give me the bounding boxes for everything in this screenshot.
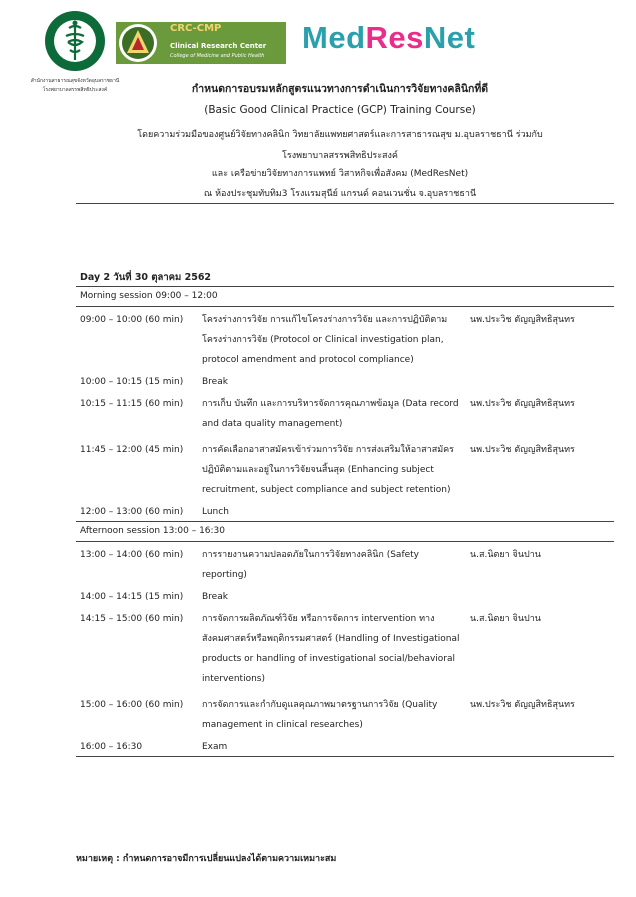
row-topic: การจัดการผลิตภัณฑ์วิจัย หรือการจัดการ intervention ทางสังคมศาสตร์หรือพฤติกรรมศาสตร์ (Handling of Investigational products or handling of investigational social/behavioral interventions) <box>202 614 460 684</box>
schedule-row <box>76 503 614 522</box>
crc-emblem-icon <box>118 23 158 63</box>
schedule-row <box>76 692 614 738</box>
header-divider <box>76 203 614 204</box>
schedule-table <box>76 286 614 757</box>
schedule-row <box>76 606 614 692</box>
moph-caption-2: โรงพยาบาลสรรพสิทธิประสงค์ <box>42 87 108 93</box>
row-speaker <box>466 738 614 757</box>
row-time: 14:00 – 14:15 (15 min) <box>80 592 184 602</box>
header-line-1: โดยความร่วมมือของศูนย์วิจัยทางคลินิก วิทยาลัยแพทยศาสตร์และการสาธารณสุข ม.อุบลราชธานี ร่วมกับ <box>137 130 543 140</box>
row-topic: การรายงานความปลอดภัยในการวิจัยทางคลินิก (Safety reporting) <box>202 550 420 580</box>
row-topic: Break <box>202 377 228 387</box>
crc-title: CRC-CMP <box>170 23 222 34</box>
header-line-2: โรงพยาบาลสรรพสิทธิประสงค์ <box>282 151 398 161</box>
row-topic: Lunch <box>202 507 229 517</box>
row-speaker: นพ.ประวิช ตัญญสิทธิสุนทร <box>470 700 575 710</box>
schedule-row <box>76 437 614 503</box>
schedule-row <box>76 307 614 374</box>
row-topic: Exam <box>198 738 466 757</box>
row-time: 13:00 – 14:00 (60 min) <box>80 550 184 560</box>
schedule-row <box>76 588 614 606</box>
schedule-row <box>76 391 614 437</box>
crc-tagline: College of Medicine and Public Health <box>170 53 265 59</box>
row-topic: การคัดเลือกอาสาสมัครเข้าร่วมการวิจัย การส่งเสริมให้อาสาสมัครปฏิบัติตามและอยู่ในการวิจัยจนสิ้นสุด (Enhancing subject recruitment, subject compliance and subject retention) <box>202 445 455 495</box>
footer-note: หมายเหตุ : กำหนดการอาจมีการเปลี่ยนแปลงได้ตามความเหมาะสม <box>76 854 337 864</box>
row-time: 11:45 – 12:00 (45 min) <box>80 445 184 455</box>
title-thai: กำหนดการอบรมหลักสูตรแนวทางการดำเนินการวิจัยทางคลินิกที่ดี <box>191 83 489 95</box>
header-line-4: ณ ห้องประชุมทับทิม3 โรงแรมสุนีย์ แกรนด์ คอนเวนชั่น จ.อุบลราชธานี <box>203 189 477 199</box>
session-header-afternoon <box>76 522 614 542</box>
schedule-row <box>76 373 614 391</box>
row-topic: โครงร่างการวิจัย การแก้ไขโครงร่างการวิจัย และการปฏิบัติตามโครงร่างการวิจัย (Protocol or Clinical investigation plan, protocol amendment and protocol compliance) <box>202 315 448 365</box>
header-line-3: และ เครือข่ายวิจัยทางการแพทย์ วิสาหกิจเพื่อสังคม (MedResNet) <box>211 169 469 179</box>
schedule-row <box>76 542 614 589</box>
row-speaker <box>466 373 614 391</box>
medresnet-net: Net <box>423 20 476 55</box>
row-speaker: น.ส.นิตยา จินปาน <box>470 550 541 560</box>
crc-subtitle: Clinical Research Center <box>170 42 267 50</box>
row-speaker <box>466 503 614 522</box>
medresnet-logo <box>302 20 475 56</box>
row-speaker <box>466 588 614 606</box>
row-time: 15:00 – 16:00 (60 min) <box>80 700 184 710</box>
crc-cmp-logo <box>116 22 286 64</box>
row-speaker: นพ.ประวิช ตัญญสิทธิสุนทร <box>470 445 575 455</box>
session-label: Afternoon session 13:00 – 16:30 <box>76 522 614 542</box>
row-speaker: นพ.ประวิช ตัญญสิทธิสุนทร <box>470 315 575 325</box>
moph-caption-1: สำนักงานสาธารณสุขจังหวัดอุบลราชธานี <box>30 78 120 84</box>
schedule-row <box>76 738 614 757</box>
moph-seal-icon <box>44 10 106 72</box>
session-header-morning <box>76 287 614 307</box>
row-topic: การจัดการและกำกับดูแลคุณภาพมาตรฐานการวิจัย (Quality management in clinical researches) <box>202 700 438 730</box>
row-time: 16:00 – 16:30 <box>76 738 198 757</box>
row-time: 10:00 – 10:15 (15 min) <box>80 377 184 387</box>
row-topic: Break <box>202 592 228 602</box>
row-time: 14:15 – 15:00 (60 min) <box>80 614 184 624</box>
row-time: 09:00 – 10:00 (60 min) <box>80 315 184 325</box>
medresnet-res: Res <box>365 20 424 55</box>
row-speaker: น.ส.นิตยา จินปาน <box>470 614 541 624</box>
row-topic: การเก็บ บันทึก และการบริหารจัดการคุณภาพข้อมูล (Data record and data quality management) <box>202 399 459 429</box>
row-time: 10:15 – 11:15 (60 min) <box>80 399 184 409</box>
row-time: 12:00 – 13:00 (60 min) <box>80 507 184 517</box>
row-speaker: นพ.ประวิช ตัญญสิทธิสุนทร <box>470 399 575 409</box>
medresnet-med: Med <box>302 20 366 55</box>
title-english: (Basic Good Clinical Practice (GCP) Training Course) <box>204 104 476 116</box>
session-label: Morning session 09:00 – 12:00 <box>76 287 614 307</box>
day-title: Day 2 วันที่ 30 ตุลาคม 2562 <box>80 272 212 283</box>
